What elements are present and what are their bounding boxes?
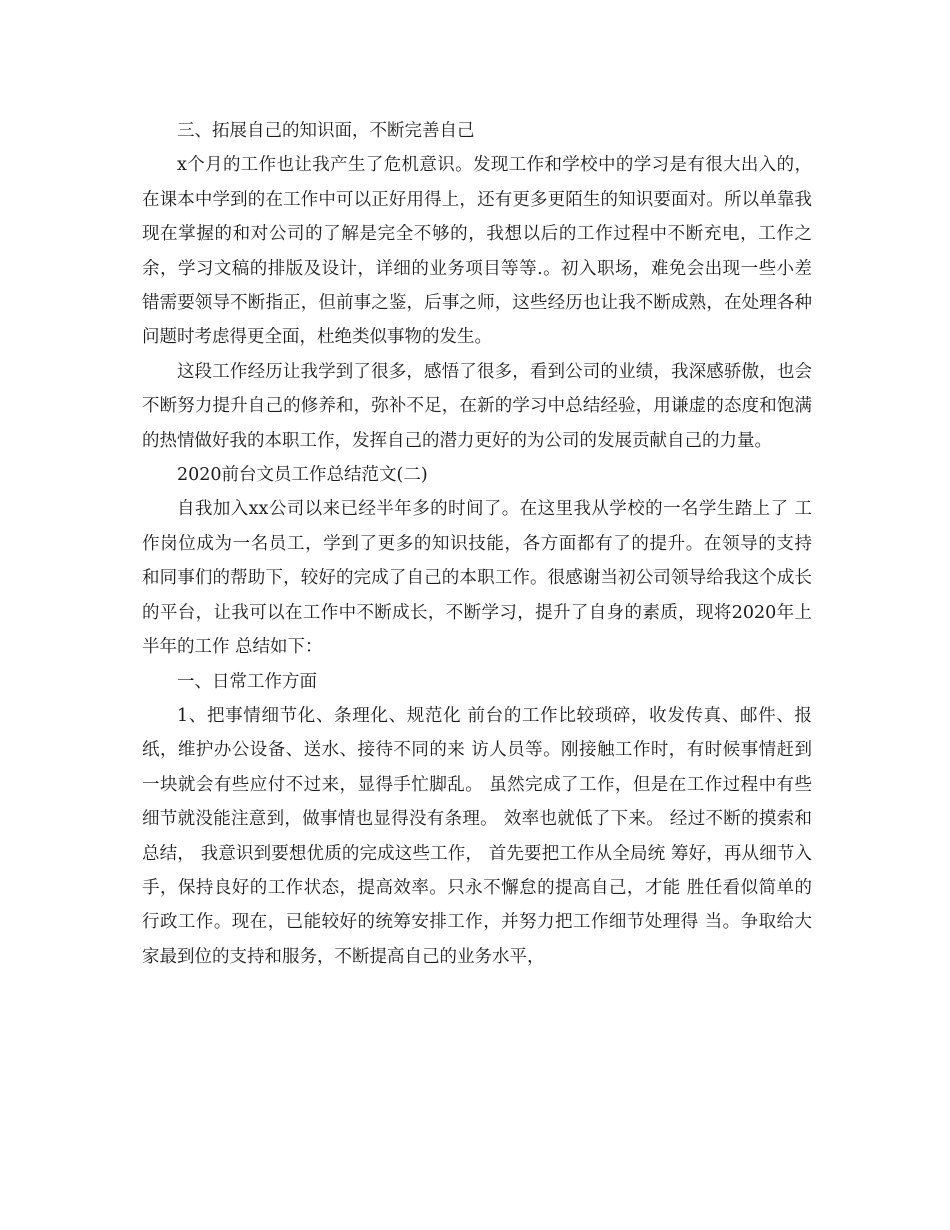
article-title-part-two: 2020前台文员工作总结范文(二) bbox=[177, 465, 428, 486]
paragraph-work-experience: 这段工作经历让我学到了很多，感悟了很多，看到公司的业绩，我深感骄傲，也会不断努力提升自己的修养和，弥补不足，在新的学习中总结经验，用谦虚的态度和饱满的热情做好我的本职工作，发挥自己的潜力更好的为公司的发展贡献自己的力量。 bbox=[142, 361, 812, 451]
paragraph-detail-organization: 1、把事情细节化、条理化、规范化 前台的工作比较琐碎，收发传真、邮件、报纸，维护办公设备、送水、接待不同的来 访人员等。刚接触工作时，有时候事情赶到一块就会有些应付不过来，显得手忙脚乱。 虽然完成了工作，但是在工作过程中有些细节就没能注意到，做事情也显得没有条理。 效率也就低了下来。 经过不断的摸索和总结， 我意识到要想优质的完成这些工作， 首先要把工作从全局统 筹好，再从细节入手，保持良好的工作状态，提高效率。只永不懈怠的提高自己，才能 胜任看似简单的行政工作。现在，已能较好的统筹安排工作，并努力把工作细节处理得 当。争取给大家最到位的支持和服务，不断提高自己的业务水平， bbox=[142, 705, 812, 967]
paragraph-crisis-awareness: x个月的工作也让我产生了危机意识。发现工作和学校中的学习是有很大出入的，在课本中学到的在工作中可以正好用得上，还有更多更陌生的知识要面对。所以单靠我现在掌握的和对公司的了解是完全不够的，我想以后的工作过程中不断充电，工作之余，学习文稿的排版及设计，详细的业务项目等等.。初入职场，难免会出现一些小差错需要领导不断指正，但前事之鉴，后事之师，这些经历也让我不断成熟，在处理各种问题时考虑得更全面，杜绝类似事物的发生。 bbox=[142, 155, 812, 348]
section-heading-expand-knowledge: 三、拓展自己的知识面，不断完善自己 bbox=[177, 121, 475, 141]
section-heading-daily-work: 一、日常工作方面 bbox=[177, 671, 317, 692]
document-body bbox=[142, 114, 812, 974]
paragraph-introduction: 自我加入xx公司以来已经半年多的时间了。在这里我从学校的一名学生踏上了 工作岗位成为一名员工，学到了更多的知识技能，各方面都有了的提升。在领导的支持 和同事们的帮助下，较好的完成了自己的本职工作。很感谢当初公司领导给我这个成长 的平台，让我可以在工作中不断成长，不断学习，提升了自身的素质，现将2020年上半年的工作 总结如下： bbox=[142, 499, 812, 658]
